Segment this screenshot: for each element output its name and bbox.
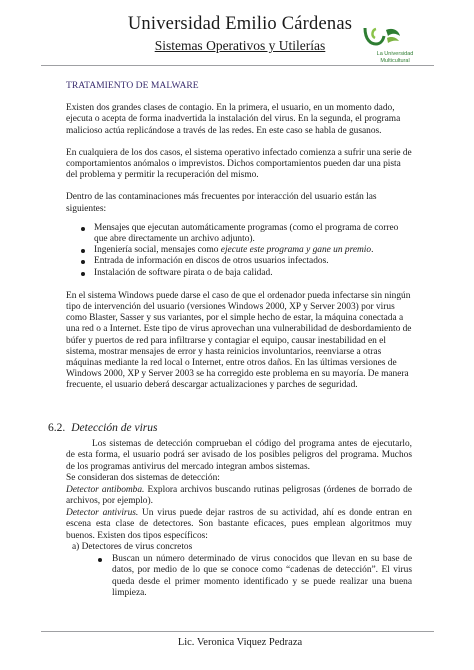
paragraph-contagion: Existen dos grandes clases de contagio. En la primera, el usuario, en un momento dado, ejecuta o acepta de forma inadvertida la instalación del virus. En la segunda, el programa malicioso actúa replicándose a través de las redes. En este caso se habla de gusanos. (66, 103, 401, 136)
list-item: Buscan un número determinado de virus conocidos que llevan en su base de datos, por medio de lo que se conoce como “cadenas de detección”. El virus queda desde el primer momento identificado y se puede realizar una buena limpieza. (112, 553, 412, 598)
paragraph-frequent: Dentro de las contaminaciones más frecuentes por interacción del usuario están las siguientes: (66, 192, 377, 214)
university-logo (360, 24, 430, 76)
section-heading: TRATAMIENTO DE MALWARE (66, 80, 199, 91)
list-item: Ingeniería social, mensajes como ejecute este programa y gane un premio. (94, 245, 412, 256)
detector-antivirus: Detector antivirus. Un virus puede dejar rastros de su actividad, ahí es donde entran en escena esta clase de detectores. Son bastante eficaces, pues emplean algoritmos muy buenos. Existen dos tipos específicos: (66, 507, 412, 541)
detector-subtype: a) Detectores de virus concretos (72, 542, 193, 552)
uec-logo-icon (362, 24, 402, 50)
footer-divider (41, 631, 434, 632)
contamination-list (66, 223, 412, 279)
list-item: Instalación de software pirata o de baja calidad. (94, 268, 412, 279)
detection-section (48, 422, 412, 600)
logo-tagline-2: Multicultural (380, 58, 410, 64)
paragraph-windows: En el sistema Windows puede darse el caso de que el ordenador pueda infectarse sin ningún tipo de intervención del usuario (versiones Windows 2000, XP y Server 2003) por virus como Blaster, Sasser y sus variantes, por el simple hecho de estar, la máquina conectada a una red o a Internet. Este tipo de virus aprovechan una vulnerabilidad de desbordamiento de búfer y puertos de red para infiltrarse y contagiar el equipo, causar inestabilidad en el sistema, mostrar mensajes de error y hasta reinicios involuntarios, reenviarse a otras máquinas mediante la red local o Internet, entre otros daños. En las últimas versiones de Windows 2000, XP y Server 2003 se ha corregido este problema en su mayoría. De manera frecuente, el usuario deberá descargar actualizaciones y parches de seguridad. (66, 290, 412, 391)
logo-tagline-1: La Universidad (376, 51, 414, 57)
detector-antibomba: Detector antibomba. Explora archivos buscando rutinas peligrosas (órdenes de borrado de archivos, por ejemplo). (66, 484, 412, 506)
detection-systems: Se consideran dos sistemas de detección: (66, 473, 220, 483)
main-content (66, 77, 412, 403)
paragraph-behavior: En cualquiera de los dos casos, el sistema operativo infectado comienza a sufrir una serie de comportamientos anómalos o imprevistos. Dichos comportamientos pueden dar una pista del problema y permitir la recuperación del mismo. (66, 147, 412, 181)
list-item: Entrada de información en discos de otros usuarios infectados. (94, 256, 412, 267)
subsection-heading (48, 423, 412, 435)
subsection-title: Detección de virus (71, 422, 158, 434)
author-footer: Lic. Veronica Viquez Pedraza (177, 637, 303, 648)
list-item: Mensajes que ejecutan automáticamente programas (como el programa de correo que abre directamente un archivo adjunto). (94, 223, 412, 245)
course-subtitle: Sistemas Operativos y Utilerías (154, 38, 326, 53)
header-divider (41, 65, 434, 66)
university-title: Universidad Emilio Cárdenas (127, 14, 353, 34)
subsection-number: 6.2. (48, 422, 66, 434)
detection-intro: Los sistemas de detección comprueban el código del programa antes de ejecutarlo, de esta forma, el usuario podrá ser avisado de los posibles peligros del programa. Muchos de los programas antivirus del mercado integran ambos sistemas. (66, 438, 412, 472)
